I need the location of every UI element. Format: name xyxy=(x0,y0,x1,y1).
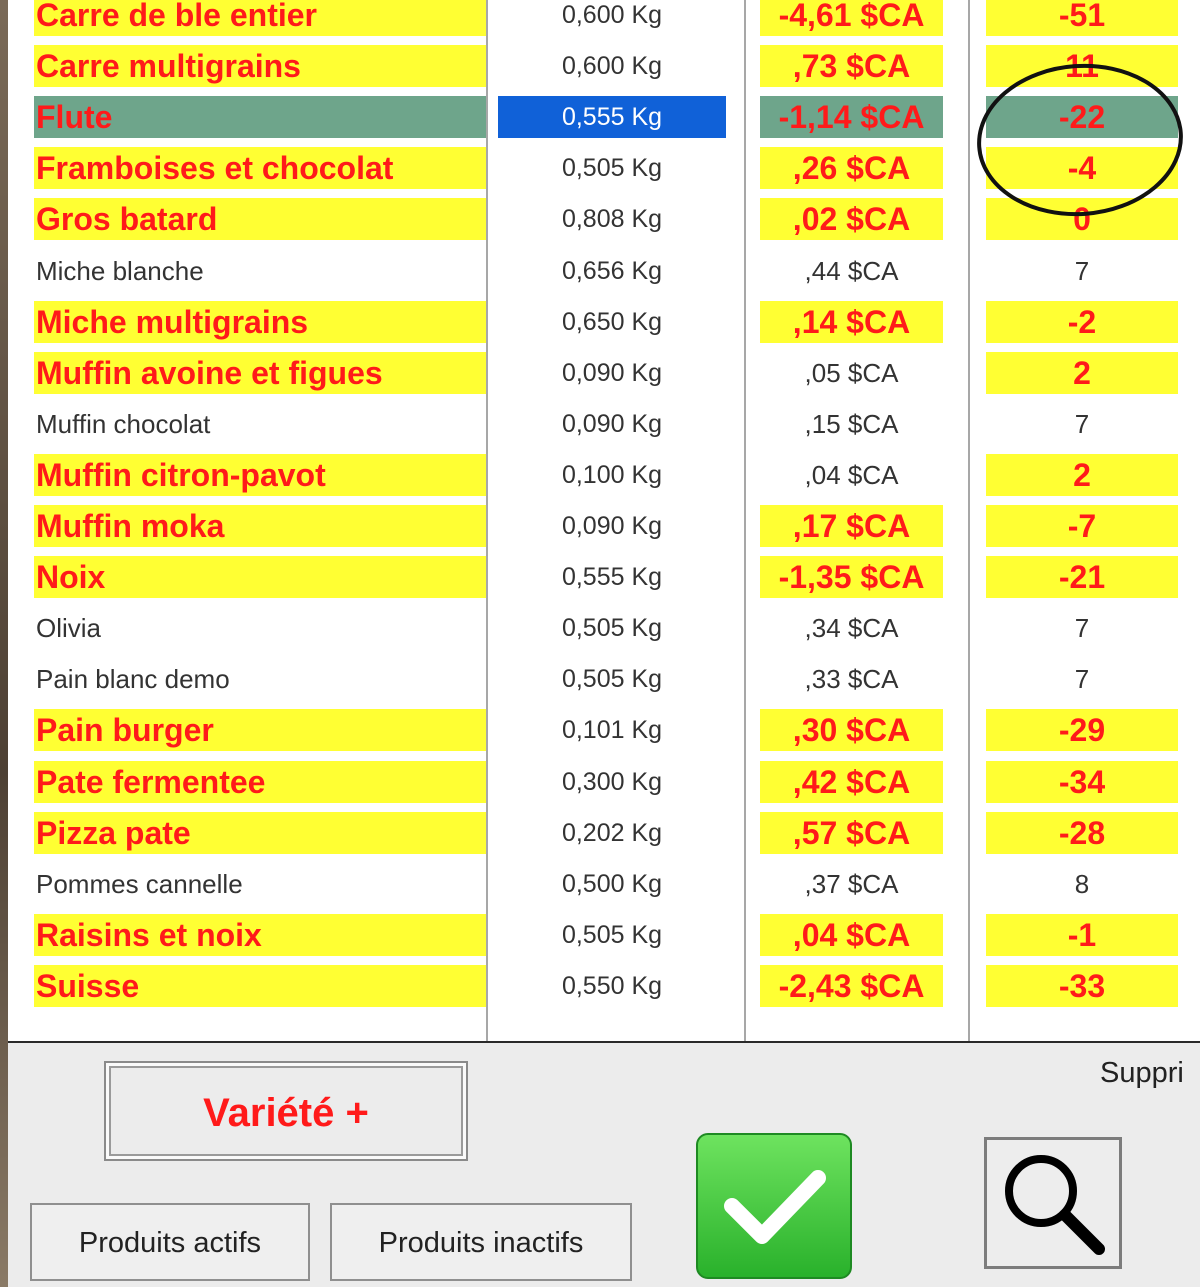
search-button[interactable] xyxy=(984,1137,1122,1269)
table-row[interactable] xyxy=(8,403,1200,445)
supprimer-label[interactable]: Suppri xyxy=(1100,1057,1184,1089)
table-row[interactable] xyxy=(8,250,1200,292)
weight-cell[interactable] xyxy=(498,1016,726,1043)
quantity-cell[interactable]: 7 xyxy=(986,607,1178,649)
table-row[interactable] xyxy=(8,761,1200,803)
weight-cell[interactable]: 0,090 Kg xyxy=(498,403,726,445)
price-cell[interactable]: ,04 $CA xyxy=(760,914,943,956)
quantity-cell[interactable]: -2 xyxy=(986,301,1178,343)
product-name-cell[interactable] xyxy=(34,1016,486,1043)
weight-cell[interactable]: 0,101 Kg xyxy=(498,709,726,751)
quantity-cell[interactable]: 2 xyxy=(986,454,1178,496)
quantity-cell[interactable]: -51 xyxy=(986,0,1178,36)
weight-cell[interactable]: 0,650 Kg xyxy=(498,301,726,343)
quantity-cell[interactable]: -22 xyxy=(986,96,1178,138)
magnifier-icon xyxy=(995,1145,1111,1261)
weight-cell[interactable]: 0,100 Kg xyxy=(498,454,726,496)
product-name-cell[interactable]: Gros batard xyxy=(34,198,486,240)
weight-cell[interactable]: 0,555 Kg xyxy=(498,96,726,138)
table-row[interactable] xyxy=(8,658,1200,700)
table-row[interactable] xyxy=(8,45,1200,87)
table-row[interactable] xyxy=(8,96,1200,138)
product-name-cell[interactable]: Pate fermentee xyxy=(34,761,486,803)
price-cell[interactable]: ,37 $CA xyxy=(760,863,943,905)
table-row[interactable] xyxy=(8,147,1200,189)
validate-button[interactable] xyxy=(696,1133,852,1279)
price-cell[interactable]: ,33 $CA xyxy=(760,658,943,700)
product-name-cell[interactable]: Pommes cannelle xyxy=(34,863,486,905)
weight-cell[interactable]: 0,600 Kg xyxy=(498,45,726,87)
product-name-cell[interactable]: Raisins et noix xyxy=(34,914,486,956)
price-cell[interactable]: ,34 $CA xyxy=(760,607,943,649)
product-name-cell[interactable]: Pain blanc demo xyxy=(34,658,486,700)
price-cell[interactable]: ,42 $CA xyxy=(760,761,943,803)
table-row[interactable] xyxy=(8,505,1200,547)
quantity-cell[interactable]: 7 xyxy=(986,658,1178,700)
quantity-cell[interactable]: -29 xyxy=(986,709,1178,751)
table-row[interactable] xyxy=(8,301,1200,343)
table-row[interactable] xyxy=(8,863,1200,905)
price-cell[interactable]: -1,14 $CA xyxy=(760,96,943,138)
quantity-cell[interactable]: -1 xyxy=(986,914,1178,956)
price-cell[interactable]: ,57 $CA xyxy=(760,812,943,854)
quantity-cell[interactable]: 7 xyxy=(986,403,1178,445)
table-row[interactable] xyxy=(8,709,1200,751)
checkmark-icon xyxy=(714,1156,834,1256)
weight-cell[interactable]: 0,090 Kg xyxy=(498,505,726,547)
weight-cell[interactable]: 0,550 Kg xyxy=(498,965,726,1007)
weight-cell[interactable]: 0,202 Kg xyxy=(498,812,726,854)
bottom-toolbar xyxy=(8,1043,1200,1287)
table-row[interactable] xyxy=(8,352,1200,394)
price-cell[interactable]: ,14 $CA xyxy=(760,301,943,343)
quantity-cell[interactable]: -21 xyxy=(986,556,1178,598)
product-name-cell[interactable]: Muffin moka xyxy=(34,505,486,547)
table-row[interactable] xyxy=(8,1016,1200,1043)
weight-cell[interactable]: 0,505 Kg xyxy=(498,147,726,189)
quantity-cell[interactable]: -34 xyxy=(986,761,1178,803)
weight-cell[interactable]: 0,600 Kg xyxy=(498,0,726,36)
table-row[interactable] xyxy=(8,198,1200,240)
quantity-cell[interactable] xyxy=(986,1016,1178,1043)
price-cell[interactable]: ,02 $CA xyxy=(760,198,943,240)
price-cell[interactable]: ,04 $CA xyxy=(760,454,943,496)
weight-cell[interactable]: 0,808 Kg xyxy=(498,198,726,240)
table-row[interactable] xyxy=(8,454,1200,496)
price-cell[interactable]: -4,61 $CA xyxy=(760,0,943,36)
product-name-cell[interactable]: Carre de ble entier xyxy=(34,0,486,36)
quantity-cell[interactable]: -4 xyxy=(986,147,1178,189)
quantity-cell[interactable]: 7 xyxy=(986,250,1178,292)
produits-inactifs-button[interactable]: Produits inactifs xyxy=(330,1203,632,1281)
product-name-cell[interactable]: Noix xyxy=(34,556,486,598)
weight-cell[interactable]: 0,500 Kg xyxy=(498,863,726,905)
product-name-cell[interactable]: Muffin citron-pavot xyxy=(34,454,486,496)
price-cell[interactable]: ,44 $CA xyxy=(760,250,943,292)
product-name-cell[interactable]: Suisse xyxy=(34,965,486,1007)
quantity-cell[interactable]: 2 xyxy=(986,352,1178,394)
product-name-cell[interactable]: Pizza pate xyxy=(34,812,486,854)
table-row[interactable] xyxy=(8,607,1200,649)
table-row[interactable] xyxy=(8,914,1200,956)
price-cell[interactable]: ,17 $CA xyxy=(760,505,943,547)
weight-cell[interactable]: 0,555 Kg xyxy=(498,556,726,598)
table-row[interactable] xyxy=(8,965,1200,1007)
weight-cell[interactable]: 0,505 Kg xyxy=(498,914,726,956)
weight-cell[interactable]: 0,505 Kg xyxy=(498,658,726,700)
weight-cell[interactable]: 0,505 Kg xyxy=(498,607,726,649)
weight-cell[interactable]: 0,300 Kg xyxy=(498,761,726,803)
product-table xyxy=(8,0,1200,1043)
product-name-cell[interactable]: Muffin chocolat xyxy=(34,403,486,445)
window-edge xyxy=(0,0,8,1287)
product-name-cell[interactable]: Pain burger xyxy=(34,709,486,751)
variete-plus-button[interactable]: Variété + xyxy=(104,1061,468,1161)
quantity-cell[interactable]: -33 xyxy=(986,965,1178,1007)
price-cell[interactable]: ,73 $CA xyxy=(760,45,943,87)
product-name-cell[interactable]: Carre multigrains xyxy=(34,45,486,87)
product-name-cell[interactable]: Muffin avoine et figues xyxy=(34,352,486,394)
quantity-cell[interactable]: 8 xyxy=(986,863,1178,905)
table-row[interactable] xyxy=(8,556,1200,598)
table-row[interactable] xyxy=(8,0,1200,36)
product-name-cell[interactable]: Framboises et chocolat xyxy=(34,147,486,189)
price-cell[interactable] xyxy=(760,1016,943,1043)
price-cell[interactable]: ,15 $CA xyxy=(760,403,943,445)
product-name-cell[interactable]: Olivia xyxy=(34,607,486,649)
quantity-cell[interactable]: -28 xyxy=(986,812,1178,854)
price-cell[interactable]: ,30 $CA xyxy=(760,709,943,751)
product-name-cell[interactable]: Miche multigrains xyxy=(34,301,486,343)
produits-actifs-button[interactable]: Produits actifs xyxy=(30,1203,310,1281)
price-cell[interactable]: -1,35 $CA xyxy=(760,556,943,598)
product-name-cell[interactable]: Flute xyxy=(34,96,486,138)
product-name-cell[interactable]: Miche blanche xyxy=(34,250,486,292)
table-row[interactable] xyxy=(8,812,1200,854)
quantity-cell[interactable]: -7 xyxy=(986,505,1178,547)
quantity-cell[interactable]: 0 xyxy=(986,198,1178,240)
price-cell[interactable]: ,05 $CA xyxy=(760,352,943,394)
weight-cell[interactable]: 0,656 Kg xyxy=(498,250,726,292)
price-cell[interactable]: ,26 $CA xyxy=(760,147,943,189)
quantity-cell[interactable]: 11 xyxy=(986,45,1178,87)
weight-cell[interactable]: 0,090 Kg xyxy=(498,352,726,394)
price-cell[interactable]: -2,43 $CA xyxy=(760,965,943,1007)
